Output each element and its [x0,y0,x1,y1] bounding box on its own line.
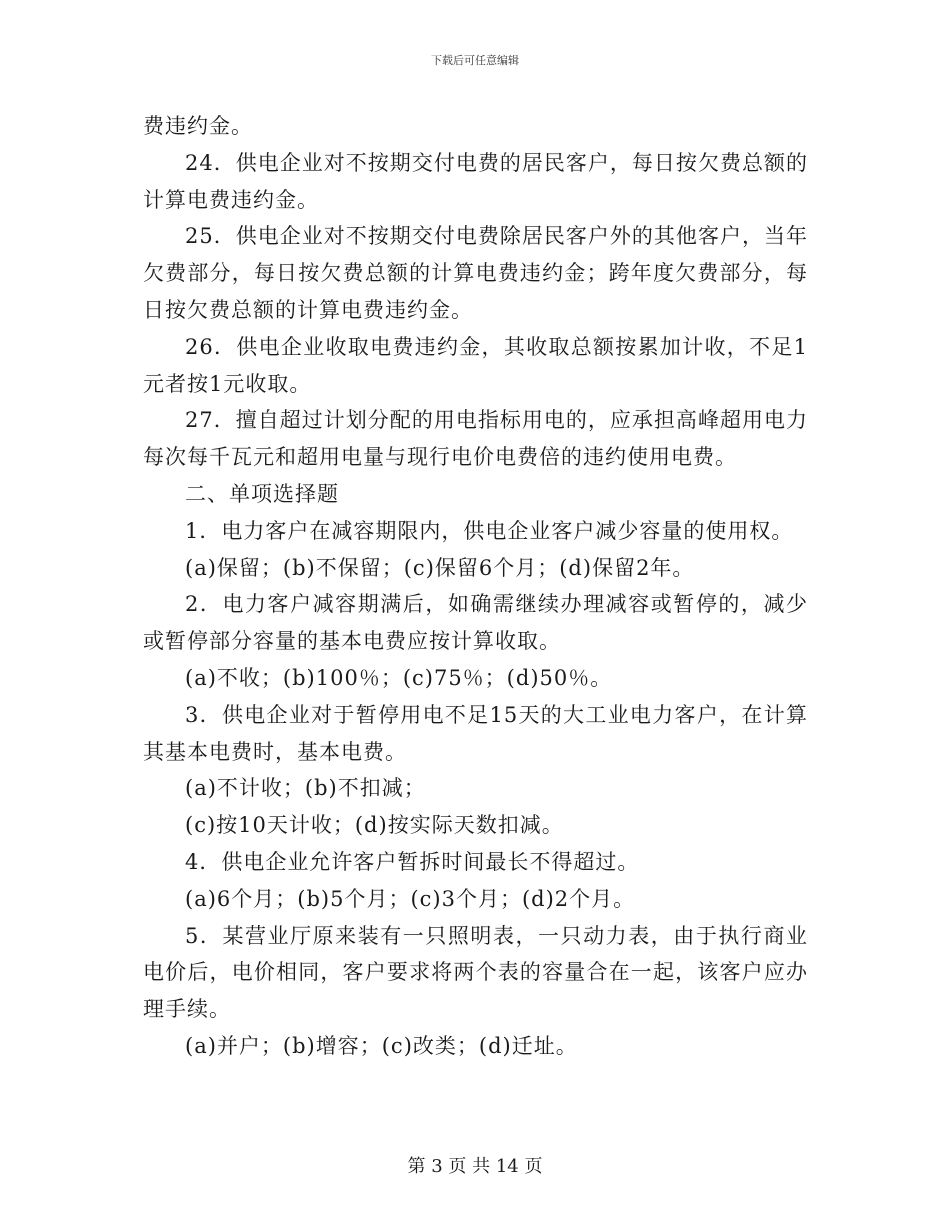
choice-options-3a: (a)不计收；(b)不扣减； [185,776,426,801]
choice-question-2: 2．电力客户减容期满后，如确需继续办理减容或暂停的，减少或暂停部分容量的基本电费应按计算收取。 [143,592,808,654]
choice-options-1: (a)保留；(b)不保留；(c)保留6个月；(d)保留2年。 [185,555,695,580]
choice-options-5: (a)并户；(b)增容；(c)改类；(d)迁址。 [185,1033,578,1058]
question-25: 25．供电企业对不按期交付电费除居民客户外的其他客户，当年欠费部分，每日按欠费总额的计算电费违约金；跨年度欠费部分，每日按欠费总额的计算电费违约金。 [143,224,808,322]
question-27: 27．擅自超过计划分配的用电指标用电的，应承担高峰超用电力每次每千瓦元和超用电量与现行电价电费倍的违约使用电费。 [143,408,808,470]
paragraph-continuation: 费违约金。 [143,114,253,138]
section-heading: 二、单项选择题 [185,481,339,506]
choice-question-1: 1．电力客户在减容期限内，供电企业客户减少容量的使用权。 [185,518,794,543]
document-body [143,108,808,1065]
choice-question-5: 5．某营业厅原来装有一只照明表，一只动力表，由于执行商业电价后，电价相同，客户要求将两个表的容量合在一起，该客户应办理手续。 [143,923,808,1022]
choice-options-3b: (c)按10天计收；(d)按实际天数扣减。 [185,813,564,838]
page-header-note: 下载后可任意编辑 [431,54,519,67]
question-24: 24．供电企业对不按期交付电费的居民客户，每日按欠费总额的计算电费违约金。 [143,150,808,212]
choice-question-4: 4．供电企业允许客户暂拆时间最长不得超过。 [185,849,640,874]
choice-options-4: (a)6个月；(b)5个月；(c)3个月；(d)2个月。 [185,886,636,911]
choice-options-2: (a)不收；(b)100％；(c)75％；(d)50％。 [185,665,613,690]
choice-question-3: 3．供电企业对于暂停用电不足15天的大工业电力客户，在计算其基本电费时，基本电费。 [143,702,808,764]
question-26: 26．供电企业收取电费违约金，其收取总额按累加计收，不足1元者按1元收取。 [143,334,808,396]
page-number: 第 3 页 共 14 页 [407,1156,543,1177]
